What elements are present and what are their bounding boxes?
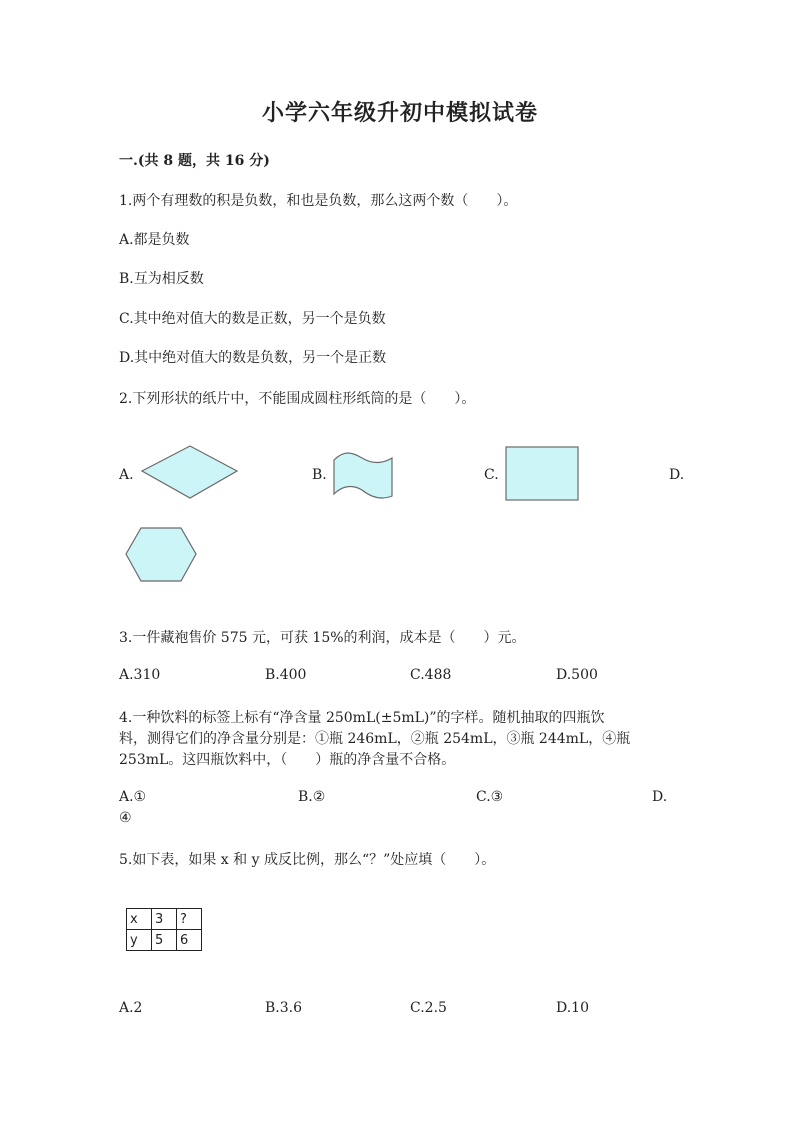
wavy-quadrilateral-shape bbox=[330, 450, 396, 500]
table-row-y bbox=[127, 930, 202, 951]
hexagon-shape bbox=[123, 525, 199, 585]
question-5-stem: 5.如下表，如果 x 和 y 成反比例，那么“？”处应填（ ）。 bbox=[119, 852, 496, 868]
q1-option-a: A.都是负数 bbox=[119, 232, 190, 248]
q2-label-a: A. bbox=[119, 467, 134, 483]
question-3-stem: 3.一件藏袍售价 575 元，可获 15%的利润，成本是（ ）元。 bbox=[119, 630, 526, 646]
q3-option-c: C.488 bbox=[410, 667, 452, 683]
q3-option-d: D.500 bbox=[556, 667, 598, 683]
q2-label-d: D. bbox=[669, 467, 685, 483]
table-cell: x bbox=[127, 909, 152, 930]
table-row-x bbox=[127, 909, 202, 930]
q5-option-c: C.2.5 bbox=[410, 1000, 447, 1016]
question-1-stem: 1.两个有理数的积是负数，和也是负数，那么这两个数（ ）。 bbox=[119, 193, 518, 209]
q1-option-d: D.其中绝对值大的数是负数，另一个是正数 bbox=[119, 350, 387, 366]
q4-option-d-value: ④ bbox=[119, 810, 132, 826]
xy-table bbox=[126, 908, 202, 951]
section-heading: 一.(共 8 题，共 16 分) bbox=[119, 153, 270, 169]
page-title: 小学六年级升初中模拟试卷 bbox=[261, 100, 538, 126]
table-cell: 6 bbox=[177, 930, 202, 951]
q5-option-a: A.2 bbox=[119, 1000, 143, 1016]
q4-option-c: C.③ bbox=[476, 789, 504, 805]
table-cell: y bbox=[127, 930, 152, 951]
q5-option-b: B.3.6 bbox=[265, 1000, 303, 1016]
rectangle-shape bbox=[505, 446, 579, 502]
table-cell: ? bbox=[177, 909, 202, 930]
q2-label-c: C. bbox=[484, 467, 499, 483]
table-cell: 3 bbox=[152, 909, 177, 930]
question-4-stem-line-3: 253mL。这四瓶饮料中，（ ）瓶的净含量不合格。 bbox=[119, 752, 456, 768]
q2-label-b: B. bbox=[312, 467, 327, 483]
q5-option-d: D.10 bbox=[556, 1000, 589, 1016]
q4-option-a: A.① bbox=[119, 789, 147, 805]
q1-option-b: B.互为相反数 bbox=[119, 271, 204, 287]
question-4-stem-line-1: 4.一种饮料的标签上标有“净含量 250mL(±5mL)”的字样。随机抽取的四瓶饮 bbox=[119, 710, 605, 726]
question-4-stem-line-2: 料，测得它们的净含量分别是：①瓶 246mL，②瓶 254mL，③瓶 244mL，④瓶 bbox=[119, 731, 631, 747]
table-cell: 5 bbox=[152, 930, 177, 951]
question-2-stem: 2.下列形状的纸片中，不能围成圆柱形纸筒的是（ ）。 bbox=[119, 391, 476, 407]
q4-option-b: B.② bbox=[298, 789, 326, 805]
rhombus-shape bbox=[140, 444, 240, 500]
q4-option-d: D. bbox=[652, 789, 668, 805]
q3-option-a: A.310 bbox=[119, 667, 161, 683]
q3-option-b: B.400 bbox=[265, 667, 307, 683]
q1-option-c: C.其中绝对值大的数是正数，另一个是负数 bbox=[119, 311, 386, 327]
